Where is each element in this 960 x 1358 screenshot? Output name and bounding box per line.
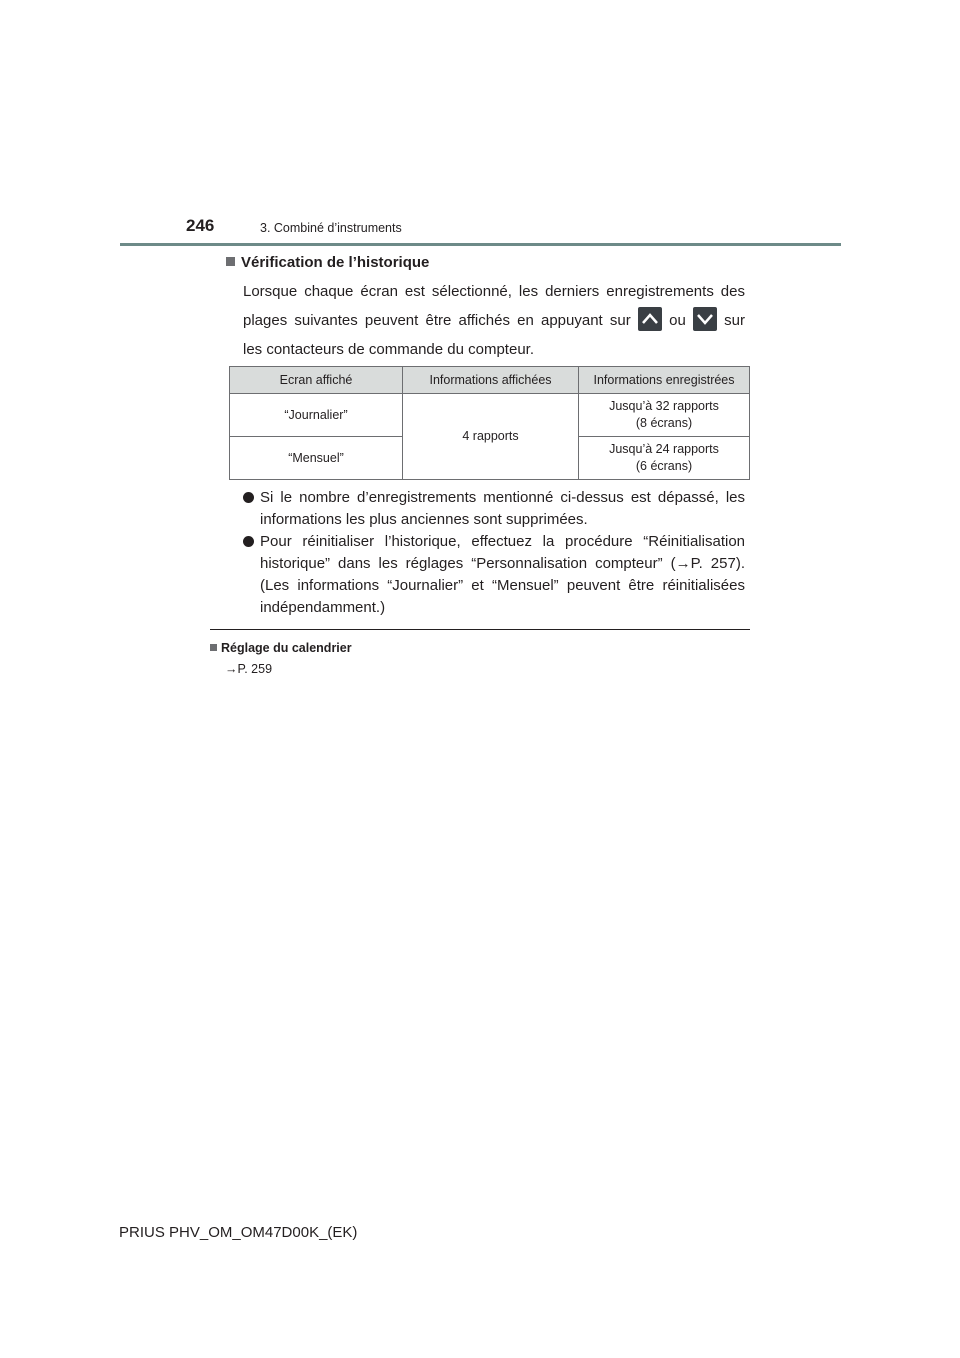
header-rule	[120, 243, 841, 246]
paragraph-line-2-c: sur	[724, 312, 746, 329]
separator-rule	[210, 629, 750, 630]
table-cell-screen: “Mensuel”	[230, 437, 403, 480]
chevron-down-icon	[693, 307, 717, 331]
table-cell-screen: “Journalier”	[230, 394, 403, 437]
section-title-text: Vérification de l’historique	[241, 254, 430, 271]
bullet-text: Si le nombre d’enregistrements mentionné ci-dessus est dépassé, les informations les plus anciennes sont supprimées.	[260, 489, 745, 528]
table-cell-recorded	[579, 437, 750, 480]
recorded-line-2: (8 écrans)	[635, 416, 693, 430]
recorded-line-1: Jusqu’à 24 rapports	[609, 442, 719, 456]
paragraph-line-2	[243, 306, 745, 336]
table-cell-recorded	[579, 394, 750, 437]
page-reference: →P. 259	[225, 662, 273, 676]
bullet-dot-icon	[243, 492, 254, 503]
footer-code: PRIUS PHV_OM_OM47D00K_(EK)	[119, 1224, 358, 1241]
bullet-text: Pour réinitialiser l’historique, effectuez la procédure “Réinitialisation historique” dans les réglages “Personnalisation compteur” (→P. 257). (Les informations “Journalier” et “Mensuel” peuvent être réinitialisées indépendamment.)	[260, 533, 745, 616]
paragraph-line-1: Lorsque chaque écran est sélectionné, les derniers enregistrements des	[243, 283, 745, 300]
chevron-up-icon	[638, 307, 662, 331]
paragraph-line-2-b: ou	[669, 312, 686, 329]
section-title	[226, 254, 429, 271]
square-bullet-icon	[226, 257, 235, 266]
subsection-title	[210, 641, 352, 655]
table-header-cell: Informations affichées	[403, 367, 579, 394]
page-number: 246	[186, 216, 215, 235]
table-header-cell: Informations enregistrées	[579, 367, 750, 394]
history-table	[229, 366, 750, 480]
section-paragraph	[243, 278, 745, 364]
subsection-title-text: Réglage du calendrier	[221, 641, 352, 655]
table-header-cell: Ecran affiché	[230, 367, 403, 394]
recorded-line-2: (6 écrans)	[635, 459, 693, 473]
paragraph-line-2-a: plages suivantes peuvent être affichés en appuyant sur	[243, 312, 631, 329]
square-bullet-icon	[210, 644, 217, 651]
bullet-item	[243, 531, 745, 619]
table-row	[230, 394, 750, 437]
recorded-line-1: Jusqu’à 32 rapports	[609, 399, 719, 413]
chapter-title: 3. Combiné d’instruments	[260, 221, 402, 235]
table-header-row	[230, 367, 750, 394]
bullet-dot-icon	[243, 536, 254, 547]
paragraph-line-3: les contacteurs de commande du compteur.	[243, 341, 534, 358]
bullet-item	[243, 487, 745, 531]
table-cell-displayed: 4 rapports	[403, 394, 579, 480]
